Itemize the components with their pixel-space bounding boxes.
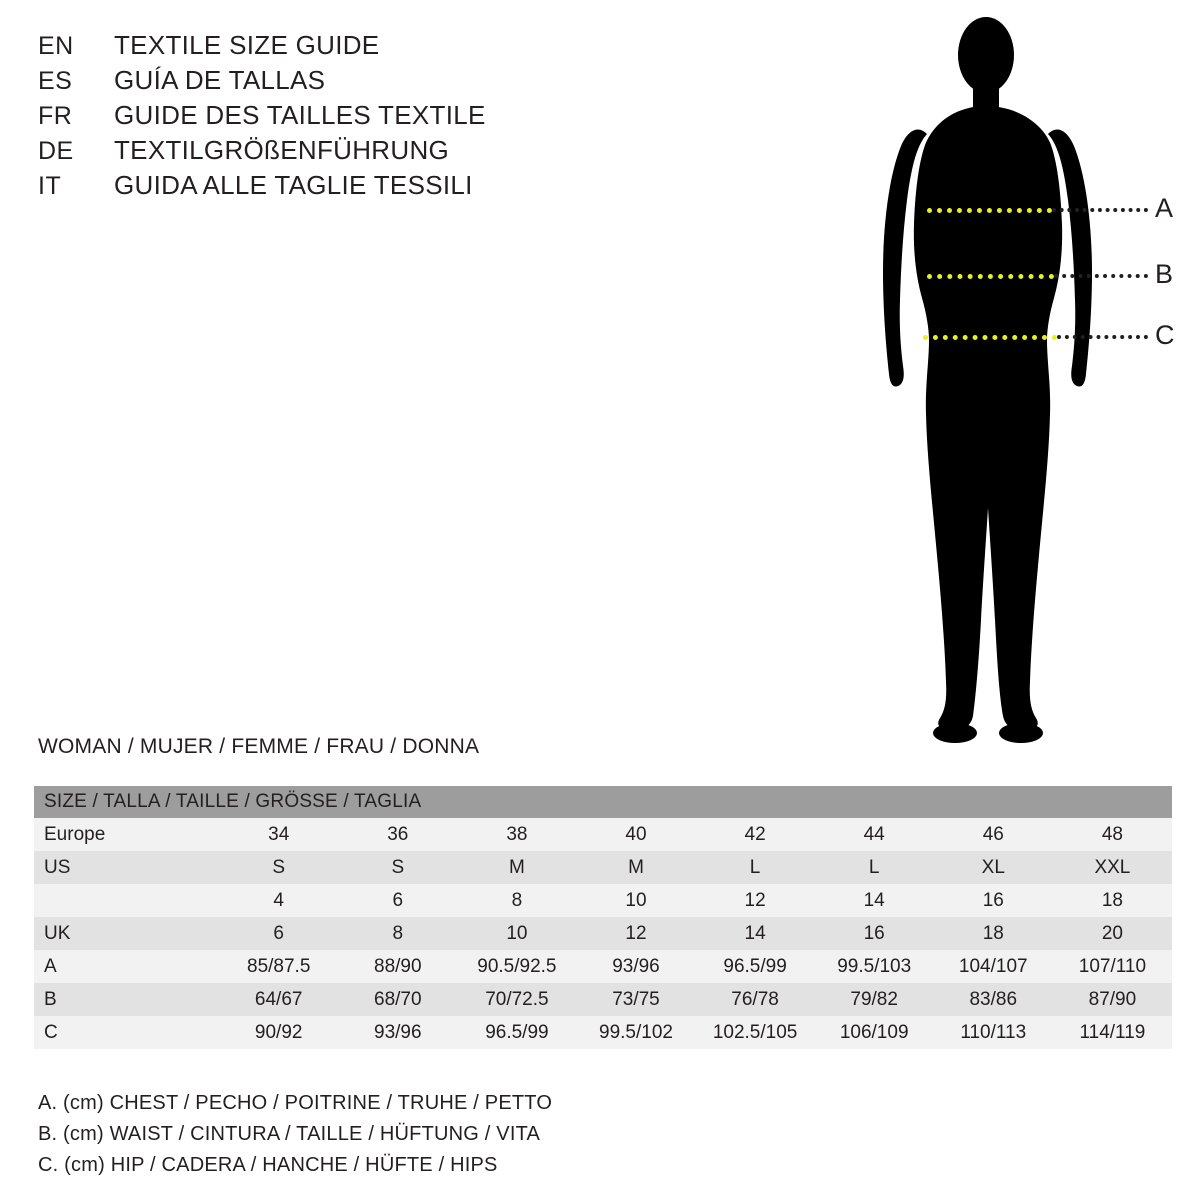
cell-us-2: M	[457, 851, 576, 884]
cell-uk-3: 12	[576, 917, 695, 950]
cell-a-5: 99.5/103	[815, 950, 934, 983]
row-label-us-numeric	[34, 884, 219, 917]
waist-label: B	[1155, 259, 1174, 289]
cell-b-1: 68/70	[338, 983, 457, 1016]
cell-us-4: L	[696, 851, 815, 884]
cell-a-1: 88/90	[338, 950, 457, 983]
table-row	[34, 818, 1172, 851]
footnotes	[38, 1088, 738, 1181]
title-block	[38, 28, 678, 203]
row-label-uk: UK	[34, 917, 219, 950]
cell-a-0: 85/87.5	[219, 950, 338, 983]
table-row	[34, 851, 1172, 884]
cell-uk-4: 14	[696, 917, 815, 950]
woman-silhouette-icon	[845, 10, 1185, 750]
cell-europe-5: 44	[815, 818, 934, 851]
section-label-woman: WOMAN / MUJER / FEMME / FRAU / DONNA	[38, 735, 480, 758]
title-text-fr: GUIDE DES TAILLES TEXTILE	[114, 100, 486, 130]
chest-lead-line	[1052, 208, 1148, 212]
row-label-us: US	[34, 851, 219, 884]
cell-usnum-5: 14	[815, 884, 934, 917]
footnote-chest: A. (cm) CHEST / PECHO / POITRINE / TRUHE / PETTO	[38, 1092, 553, 1114]
cell-us-1: S	[338, 851, 457, 884]
table-row	[34, 917, 1172, 950]
title-row-it	[38, 168, 678, 203]
waist-lead-line	[1054, 274, 1148, 278]
chest-measure-line	[927, 208, 1052, 213]
cell-usnum-3: 10	[576, 884, 695, 917]
row-label-b: B	[34, 983, 219, 1016]
cell-b-3: 73/75	[576, 983, 695, 1016]
footnote-waist: B. (cm) WAIST / CINTURA / TAILLE / HÜFTUNG / VITA	[38, 1123, 541, 1145]
cell-usnum-0: 4	[219, 884, 338, 917]
title-lang-es: ES	[38, 67, 73, 95]
cell-europe-2: 38	[457, 818, 576, 851]
cell-b-6: 83/86	[934, 983, 1053, 1016]
cell-us-0: S	[219, 851, 338, 884]
measurement-figure	[845, 10, 1185, 750]
cell-c-6: 110/113	[934, 1016, 1053, 1049]
chest-label: A	[1155, 193, 1174, 223]
cell-uk-1: 8	[338, 917, 457, 950]
title-row-es	[38, 63, 678, 98]
cell-uk-0: 6	[219, 917, 338, 950]
cell-uk-7: 20	[1053, 917, 1172, 950]
cell-us-5: L	[815, 851, 934, 884]
cell-us-7: XXL	[1053, 851, 1172, 884]
table-header-row	[34, 786, 1172, 818]
footnote-hip: C. (cm) HIP / CADERA / HANCHE / HÜFTE / HIPS	[38, 1154, 498, 1176]
cell-a-6: 104/107	[934, 950, 1053, 983]
cell-usnum-7: 18	[1053, 884, 1172, 917]
title-text-en: TEXTILE SIZE GUIDE	[114, 30, 380, 60]
cell-us-3: M	[576, 851, 695, 884]
cell-uk-5: 16	[815, 917, 934, 950]
title-row-en	[38, 28, 678, 63]
table-row	[34, 950, 1172, 983]
table-row	[34, 884, 1172, 917]
cell-europe-6: 46	[934, 818, 1053, 851]
title-lang-fr: FR	[38, 102, 73, 130]
cell-b-2: 70/72.5	[457, 983, 576, 1016]
cell-uk-2: 10	[457, 917, 576, 950]
cell-a-7: 107/110	[1053, 950, 1172, 983]
title-lang-it: IT	[38, 172, 62, 200]
cell-c-7: 114/119	[1053, 1016, 1172, 1049]
cell-c-0: 90/92	[219, 1016, 338, 1049]
table-row	[34, 983, 1172, 1016]
title-lang-en: EN	[38, 32, 74, 60]
row-label-a: A	[34, 950, 219, 983]
cell-c-5: 106/109	[815, 1016, 934, 1049]
waist-measure-line	[927, 274, 1054, 279]
cell-usnum-1: 6	[338, 884, 457, 917]
title-text-de: TEXTILGRÖßENFÜHRUNG	[114, 135, 450, 165]
hip-measure-line	[923, 335, 1057, 340]
cell-us-6: XL	[934, 851, 1053, 884]
cell-a-3: 93/96	[576, 950, 695, 983]
title-row-fr	[38, 98, 678, 133]
table-header-cell: SIZE / TALLA / TAILLE / GRÖSSE / TAGLIA	[34, 786, 1172, 818]
hip-lead-line	[1057, 335, 1148, 339]
cell-a-2: 90.5/92.5	[457, 950, 576, 983]
cell-c-1: 93/96	[338, 1016, 457, 1049]
cell-europe-0: 34	[219, 818, 338, 851]
cell-uk-6: 18	[934, 917, 1053, 950]
cell-europe-1: 36	[338, 818, 457, 851]
title-row-de	[38, 133, 678, 168]
cell-c-3: 99.5/102	[576, 1016, 695, 1049]
title-text-es: GUÍA DE TALLAS	[114, 65, 326, 95]
title-lang-de: DE	[38, 137, 74, 165]
cell-c-4: 102.5/105	[696, 1016, 815, 1049]
title-text-it: GUIDA ALLE TAGLIE TESSILI	[114, 170, 473, 200]
cell-a-4: 96.5/99	[696, 950, 815, 983]
cell-europe-3: 40	[576, 818, 695, 851]
table-row	[34, 1016, 1172, 1049]
cell-usnum-6: 16	[934, 884, 1053, 917]
cell-b-0: 64/67	[219, 983, 338, 1016]
cell-europe-7: 48	[1053, 818, 1172, 851]
size-table	[34, 786, 1172, 1049]
cell-europe-4: 42	[696, 818, 815, 851]
hip-label: C	[1155, 320, 1175, 350]
cell-b-7: 87/90	[1053, 983, 1172, 1016]
row-label-europe: Europe	[34, 818, 219, 851]
cell-b-4: 76/78	[696, 983, 815, 1016]
cell-b-5: 79/82	[815, 983, 934, 1016]
cell-usnum-2: 8	[457, 884, 576, 917]
cell-c-2: 96.5/99	[457, 1016, 576, 1049]
cell-usnum-4: 12	[696, 884, 815, 917]
row-label-c: C	[34, 1016, 219, 1049]
